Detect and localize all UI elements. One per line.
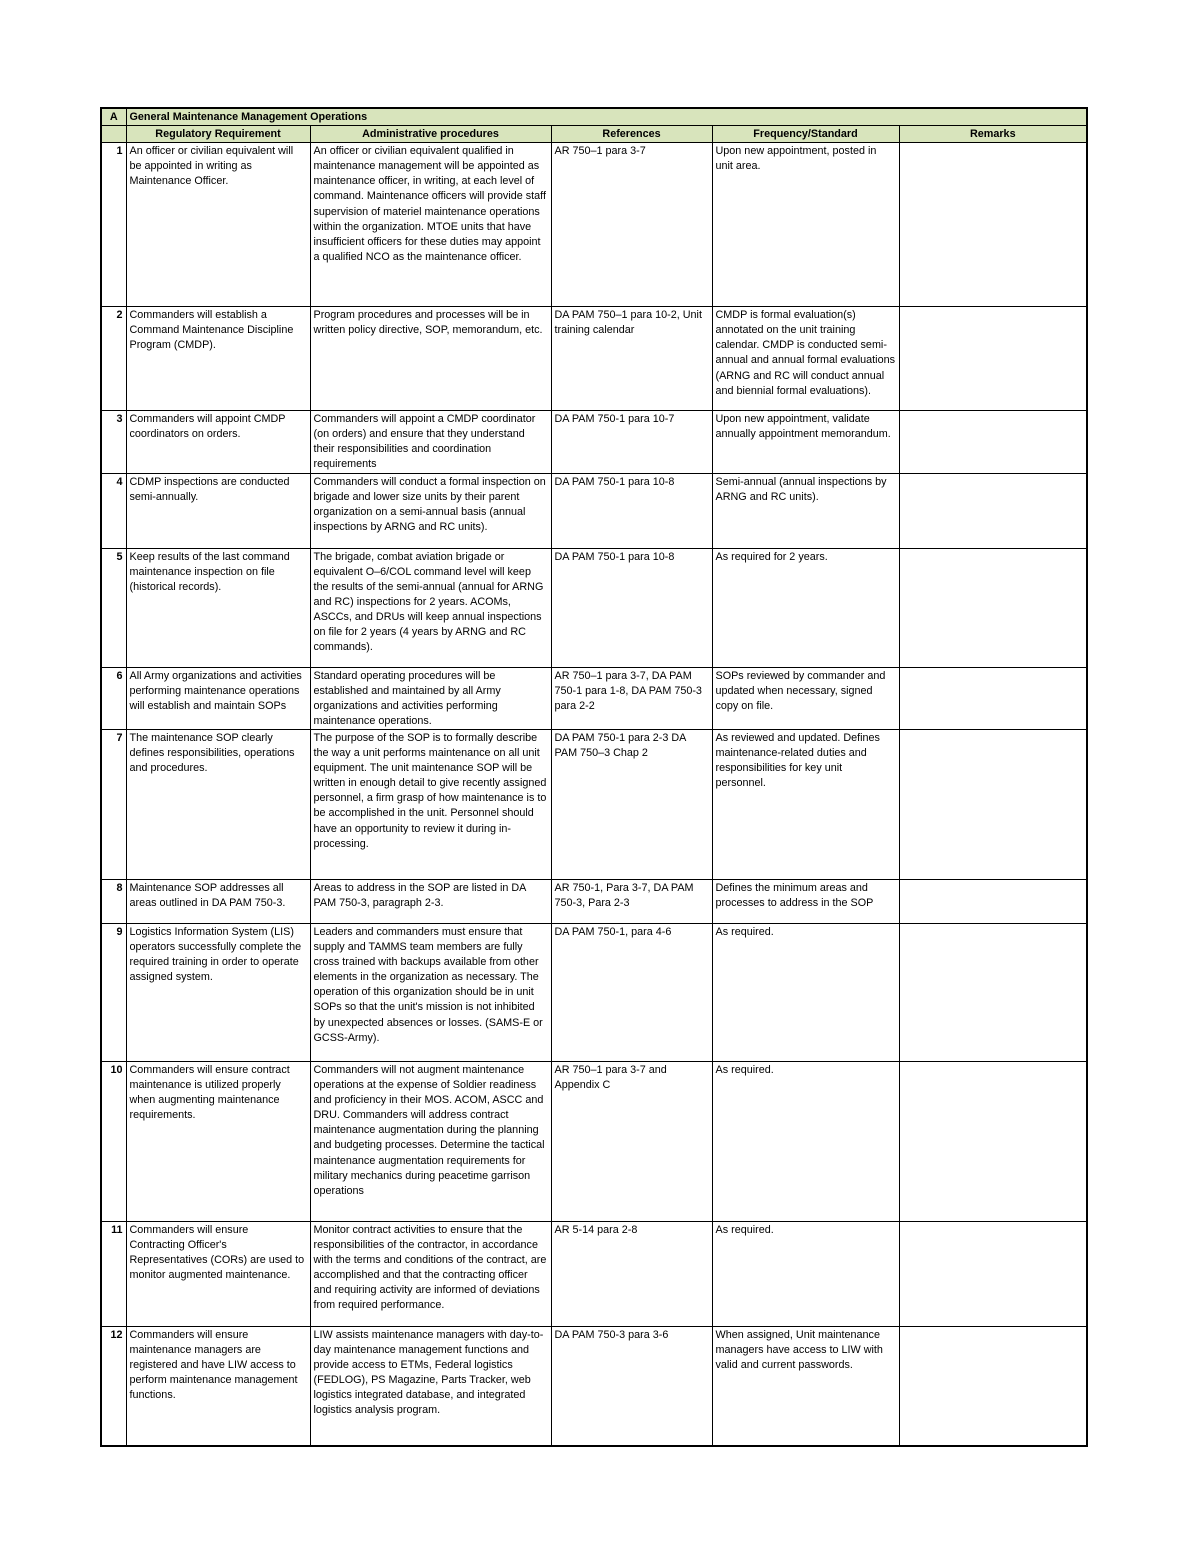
cell-procedures: Monitor contract activities to ensure that the responsibilities of the contractor, in accordance with the terms and conditions of the contract, are accomplished and that the contracting officer and requiring activity are informed of deviations from required performance.: [310, 1221, 551, 1326]
header-references: References: [551, 126, 712, 143]
maintenance-checklist-table: [100, 107, 1088, 1447]
cell-requirement: All Army organizations and activities performing maintenance operations will establish and maintain SOPs: [126, 667, 310, 729]
cell-frequency: As required.: [712, 1061, 899, 1221]
cell-frequency: Semi-annual (annual inspections by ARNG and RC units).: [712, 473, 899, 548]
table-row: [101, 411, 1087, 473]
section-row: [101, 108, 1087, 126]
cell-references: DA PAM 750–1 para 10-2, Unit training calendar: [551, 307, 712, 411]
cell-frequency: As required for 2 years.: [712, 548, 899, 667]
cell-references: DA PAM 750-1 para 2-3 DA PAM 750–3 Chap 2: [551, 729, 712, 879]
cell-remarks: [899, 923, 1087, 1061]
cell-procedures: Program procedures and processes will be in written policy directive, SOP, memorandum, etc.: [310, 307, 551, 411]
table-row: [101, 923, 1087, 1061]
section-letter: A: [101, 108, 126, 126]
cell-requirement: Commanders will ensure contract maintenance is utilized properly when augmenting maintenance requirements.: [126, 1061, 310, 1221]
cell-requirement: An officer or civilian equivalent will be appointed in writing as Maintenance Officer.: [126, 143, 310, 307]
cell-procedures: An officer or civilian equivalent qualified in maintenance management will be appointed as maintenance officer, in writing, at each level of command. Maintenance officers will provide staff supervision of materiel maintenance operations within the organization. MTOE units that have insufficient officers for these duties may appoint a qualified NCO as the maintenance officer.: [310, 143, 551, 307]
cell-frequency: As required.: [712, 1221, 899, 1326]
cell-requirement: The maintenance SOP clearly defines responsibilities, operations and procedures.: [126, 729, 310, 879]
header-requirement: Regulatory Requirement: [126, 126, 310, 143]
cell-frequency: SOPs reviewed by commander and updated when necessary, signed copy on file.: [712, 667, 899, 729]
cell-frequency: When assigned, Unit maintenance managers have access to LIW with valid and current passwords.: [712, 1326, 899, 1446]
cell-procedures: The purpose of the SOP is to formally describe the way a unit performs maintenance on all unit equipment. The unit maintenance SOP will be written in enough detail to give recently assigned personnel, a firm grasp of how maintenance is to be accomplished in the unit. Personnel should have an opportunity to review it during in-processing.: [310, 729, 551, 879]
cell-frequency: As required.: [712, 923, 899, 1061]
cell-references: DA PAM 750-3 para 3-6: [551, 1326, 712, 1446]
cell-frequency: As reviewed and updated. Defines maintenance-related duties and responsibilities for key unit personnel.: [712, 729, 899, 879]
cell-requirement: Commanders will ensure Contracting Officer's Representatives (CORs) are used to monitor augmented maintenance.: [126, 1221, 310, 1326]
cell-remarks: [899, 1061, 1087, 1221]
cell-procedures: Areas to address in the SOP are listed in DA PAM 750-3, paragraph 2-3.: [310, 879, 551, 923]
cell-requirement: Commanders will establish a Command Maintenance Discipline Program (CMDP).: [126, 307, 310, 411]
table-row: [101, 473, 1087, 548]
cell-requirement: Keep results of the last command maintenance inspection on file (historical records).: [126, 548, 310, 667]
cell-remarks: [899, 143, 1087, 307]
cell-procedures: Leaders and commanders must ensure that supply and TAMMS team members are fully cross trained with backups available from other elements in the organization as necessary. The operation of this organization should be in unit SOPs so that the unit's mission is not inhibited by unexpected absences or losses. (SAMS-E or GCSS-Army).: [310, 923, 551, 1061]
cell-remarks: [899, 473, 1087, 548]
table-row: [101, 667, 1087, 729]
cell-frequency: Upon new appointment, validate annually appointment memorandum.: [712, 411, 899, 473]
table-row: [101, 879, 1087, 923]
cell-num: 7: [101, 729, 126, 879]
table-row: [101, 143, 1087, 307]
cell-frequency: Defines the minimum areas and processes to address in the SOP: [712, 879, 899, 923]
cell-references: DA PAM 750-1, para 4-6: [551, 923, 712, 1061]
header-procedures: Administrative procedures: [310, 126, 551, 143]
cell-frequency: Upon new appointment, posted in unit area.: [712, 143, 899, 307]
table-row: [101, 1221, 1087, 1326]
cell-remarks: [899, 1326, 1087, 1446]
cell-references: AR 750–1 para 3-7, DA PAM 750-1 para 1-8, DA PAM 750-3 para 2-2: [551, 667, 712, 729]
cell-num: 1: [101, 143, 126, 307]
cell-references: DA PAM 750-1 para 10-7: [551, 411, 712, 473]
header-remarks: Remarks: [899, 126, 1087, 143]
cell-remarks: [899, 411, 1087, 473]
cell-references: DA PAM 750-1 para 10-8: [551, 473, 712, 548]
cell-references: DA PAM 750-1 para 10-8: [551, 548, 712, 667]
cell-remarks: [899, 729, 1087, 879]
cell-num: 10: [101, 1061, 126, 1221]
cell-requirement: Commanders will ensure maintenance managers are registered and have LIW access to perform maintenance management functions.: [126, 1326, 310, 1446]
cell-remarks: [899, 1221, 1087, 1326]
cell-num: 6: [101, 667, 126, 729]
cell-requirement: Logistics Information System (LIS) operators successfully complete the required training in order to operate assigned system.: [126, 923, 310, 1061]
cell-num: 3: [101, 411, 126, 473]
cell-procedures: Commanders will not augment maintenance operations at the expense of Soldier readiness and proficiency in their MOS. ACOM, ASCC and DRU. Commanders will address contract maintenance augmentation during the planning and budgeting processes. Determine the tactical maintenance augmentation requirements for military mechanics during peacetime garrison operations: [310, 1061, 551, 1221]
cell-num: 12: [101, 1326, 126, 1446]
cell-requirement: Commanders will appoint CMDP coordinators on orders.: [126, 411, 310, 473]
cell-procedures: Standard operating procedures will be established and maintained by all Army organizations and activities performing maintenance operations.: [310, 667, 551, 729]
cell-remarks: [899, 307, 1087, 411]
cell-procedures: LIW assists maintenance managers with day-to-day maintenance management functions and provide access to ETMs, Federal logistics (FEDLOG), PS Magazine, Parts Tracker, web logistics integrated database, and integrated logistics analysis program.: [310, 1326, 551, 1446]
table-row: [101, 1061, 1087, 1221]
cell-procedures: Commanders will conduct a formal inspection on brigade and lower size units by their parent organization on a semi-annual basis (annual inspections by ARNG and RC units).: [310, 473, 551, 548]
column-header-row: [101, 126, 1087, 143]
header-frequency: Frequency/Standard: [712, 126, 899, 143]
section-title: General Maintenance Management Operations: [126, 108, 1087, 126]
table-row: [101, 307, 1087, 411]
cell-frequency: CMDP is formal evaluation(s) annotated on the unit training calendar. CMDP is conducted semi-annual and annual formal evaluations (ARNG and RC will conduct annual and biennial formal evaluations).: [712, 307, 899, 411]
header-number: [101, 126, 126, 143]
table-row: [101, 1326, 1087, 1446]
cell-num: 5: [101, 548, 126, 667]
cell-num: 2: [101, 307, 126, 411]
cell-requirement: CDMP inspections are conducted semi-annually.: [126, 473, 310, 548]
cell-num: 11: [101, 1221, 126, 1326]
table-row: [101, 729, 1087, 879]
cell-remarks: [899, 667, 1087, 729]
cell-procedures: The brigade, combat aviation brigade or equivalent O–6/COL command level will keep the results of the semi-annual (annual for ARNG and RC) inspections for 2 years. ACOMs, ASCCs, and DRUs will keep annual inspections on file for 2 years (4 years by ARNG and RC commands).: [310, 548, 551, 667]
cell-num: 4: [101, 473, 126, 548]
cell-references: AR 750–1 para 3-7 and Appendix C: [551, 1061, 712, 1221]
table-row: [101, 548, 1087, 667]
cell-remarks: [899, 879, 1087, 923]
cell-num: 8: [101, 879, 126, 923]
cell-remarks: [899, 548, 1087, 667]
cell-num: 9: [101, 923, 126, 1061]
cell-references: AR 750-1, Para 3-7, DA PAM 750-3, Para 2-3: [551, 879, 712, 923]
cell-requirement: Maintenance SOP addresses all areas outlined in DA PAM 750-3.: [126, 879, 310, 923]
cell-references: AR 750–1 para 3-7: [551, 143, 712, 307]
cell-references: AR 5-14 para 2-8: [551, 1221, 712, 1326]
cell-procedures: Commanders will appoint a CMDP coordinator (on orders) and ensure that they understand their responsibilities and coordination requirements: [310, 411, 551, 473]
